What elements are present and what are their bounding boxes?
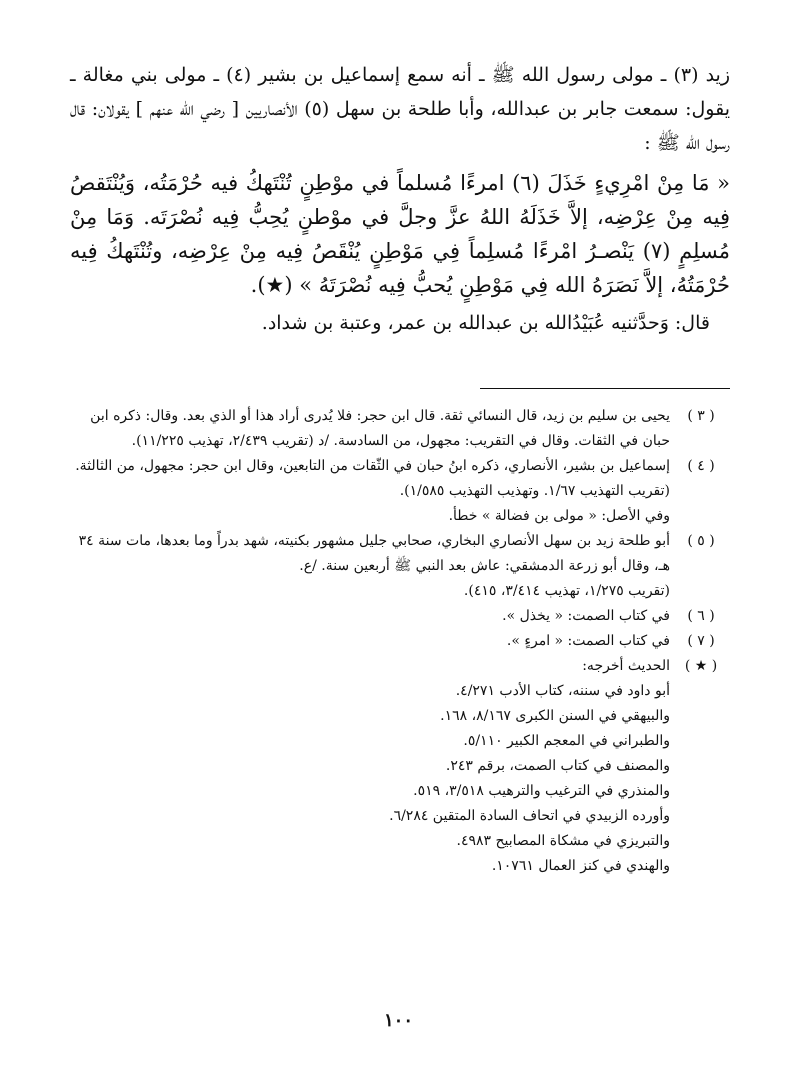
footnote-number: ( ★ ) [684,658,718,674]
footnote-number: ( ٧ ) [687,633,715,649]
footnote-line: في كتاب الصمت: « امرءٍ ». [506,633,670,649]
footnote-6 [70,604,732,629]
footnote-line: والبيهقي في السنن الكبرى ٨/١٦٧، ١٦٨. [440,708,670,724]
footnote-line: والهندي في كنز العمال ١٠٧٦١. [491,858,670,874]
footnote-body [70,529,670,604]
isnad-paragraph: زيد (٣) ـ مولى رسول الله ﷺ ـ أنه سمع إسماعيل بن بشير (٤) ـ مولى بني مغالة ـ يقول: سمعت جابر بن عبدالله، وأبا طلحة بن سهل (٥) الأنصاريين [ رضي الله عنهم ] يقولان: قال رسول الله ﷺ : [70,64,731,154]
footnote-number: ( ٥ ) [687,533,715,549]
footnote-line: والطبراني في المعجم الكبير ٥/١١٠. [463,733,670,749]
footnote-divider [480,388,730,389]
footnote-body [70,629,670,654]
footnote-number: ( ٦ ) [687,608,715,624]
footnote-line: أبو طلحة زيد بن سهل الأنصاري البخاري، صحابي جليل مشهور بكنيته، شهد بدراً وما بعدها، مات سنة ٣٤ هـ، وقال أبو زرعة الدمشقي: عاش بعد النبي ﷺ أربعين سنة. /ع. [78,533,670,574]
footnote-line: يحيى بن سليم بن زيد، قال النسائي ثقة. قال ابن حجر: فلا يُدرى أراد هذا أو الذي بعد. وقال: ذكره ابن حبان في الثقات. وقال في التقريب: مجهول، من السادسة. /د (تقريب ٢/٤٣٩، تهذيب ١١/٢٢٥). [90,408,670,449]
footnote-line: الحديث أخرجه: [582,658,670,674]
footnote-line: والمنذري في الترغيب والترهيب ٣/٥١٨، ٥١٩. [413,783,670,799]
footnote-3 [70,404,732,454]
footnote-5 [70,529,732,604]
footnote-line: وأورده الزبيدي في اتحاف السادة المتقين ٦/٢٨٤. [389,808,670,824]
footnotes [70,404,732,879]
footnote-line: والمصنف في كتاب الصمت، برقم ٢٤٣. [445,758,670,774]
footnote-number: ( ٤ ) [687,458,715,474]
footnote-7 [70,629,732,654]
footnote-body [70,604,670,629]
hadith-text: « مَا مِنْ امْرِيءٍ خَذَلَ (٦) امرءًا مُسلماً في موْطِنٍ تُنْتَهكُ فيه حُرْمَتُه، وَيُنْتَقصُ فِيه مِنْ عِرْضِه، إلاَّ خَذَلَهُ اللهُ عزَّ وجلَّ في موْطنٍ يُحِبُّ فِيه نُصْرَتَه. وَمَا مِنْ مُسلِمٍ (٧) يَنْصـرُ امْرءًا مُسلِماً فِي مَوْطِنٍ يُنْقَصُ فِيه مِنْ عِرْضِه، وتُنْتَهكُ فِيه حُرْمَتُهُ، إلاَّ نَصَرَهُ الله فِي مَوْطِنٍ يُحبُّ فِيه نُصْرَتَهُ » (★). [70,171,730,297]
page-number: ١٠٠ [383,1010,413,1031]
footnote-body [70,404,670,454]
footnote-line: (تقريب التهذيب ١/٦٧. وتهذيب التهذيب ١/٥٨٥). [399,483,670,499]
footnote-line: في كتاب الصمت: « يخذل ». [502,608,670,624]
footnote-number: ( ٣ ) [687,408,715,424]
footnote-body [70,454,670,529]
footnote-line: أبو داود في سننه، كتاب الأدب ٤/٢٧١. [455,683,670,699]
footnote-line: إسماعيل بن بشير، الأنصاري، ذكره ابنُ حبان في الثّقات من التابعين، وقال ابن حجر: مجهول، من الثالثة. [75,458,670,474]
main-text [70,58,730,340]
narration-note: قال: وَحدَّثنيه عُبَيْدُالله بن عبدالله بن عمر، وعتبة بن شداد. [261,312,710,334]
footnote-line: والتبريزي في مشكاة المصابيح ٤٩٨٣. [456,833,670,849]
footnote-body [70,654,670,879]
footnote-line: وفي الأصل: « مولى بن فضالة » خطأ. [448,508,670,524]
footnote-star [70,654,732,879]
footnote-line: (تقريب ١/٢٧٥، تهذيب ٣/٤١٤، ٤١٥). [463,583,670,599]
footnote-4 [70,454,732,529]
